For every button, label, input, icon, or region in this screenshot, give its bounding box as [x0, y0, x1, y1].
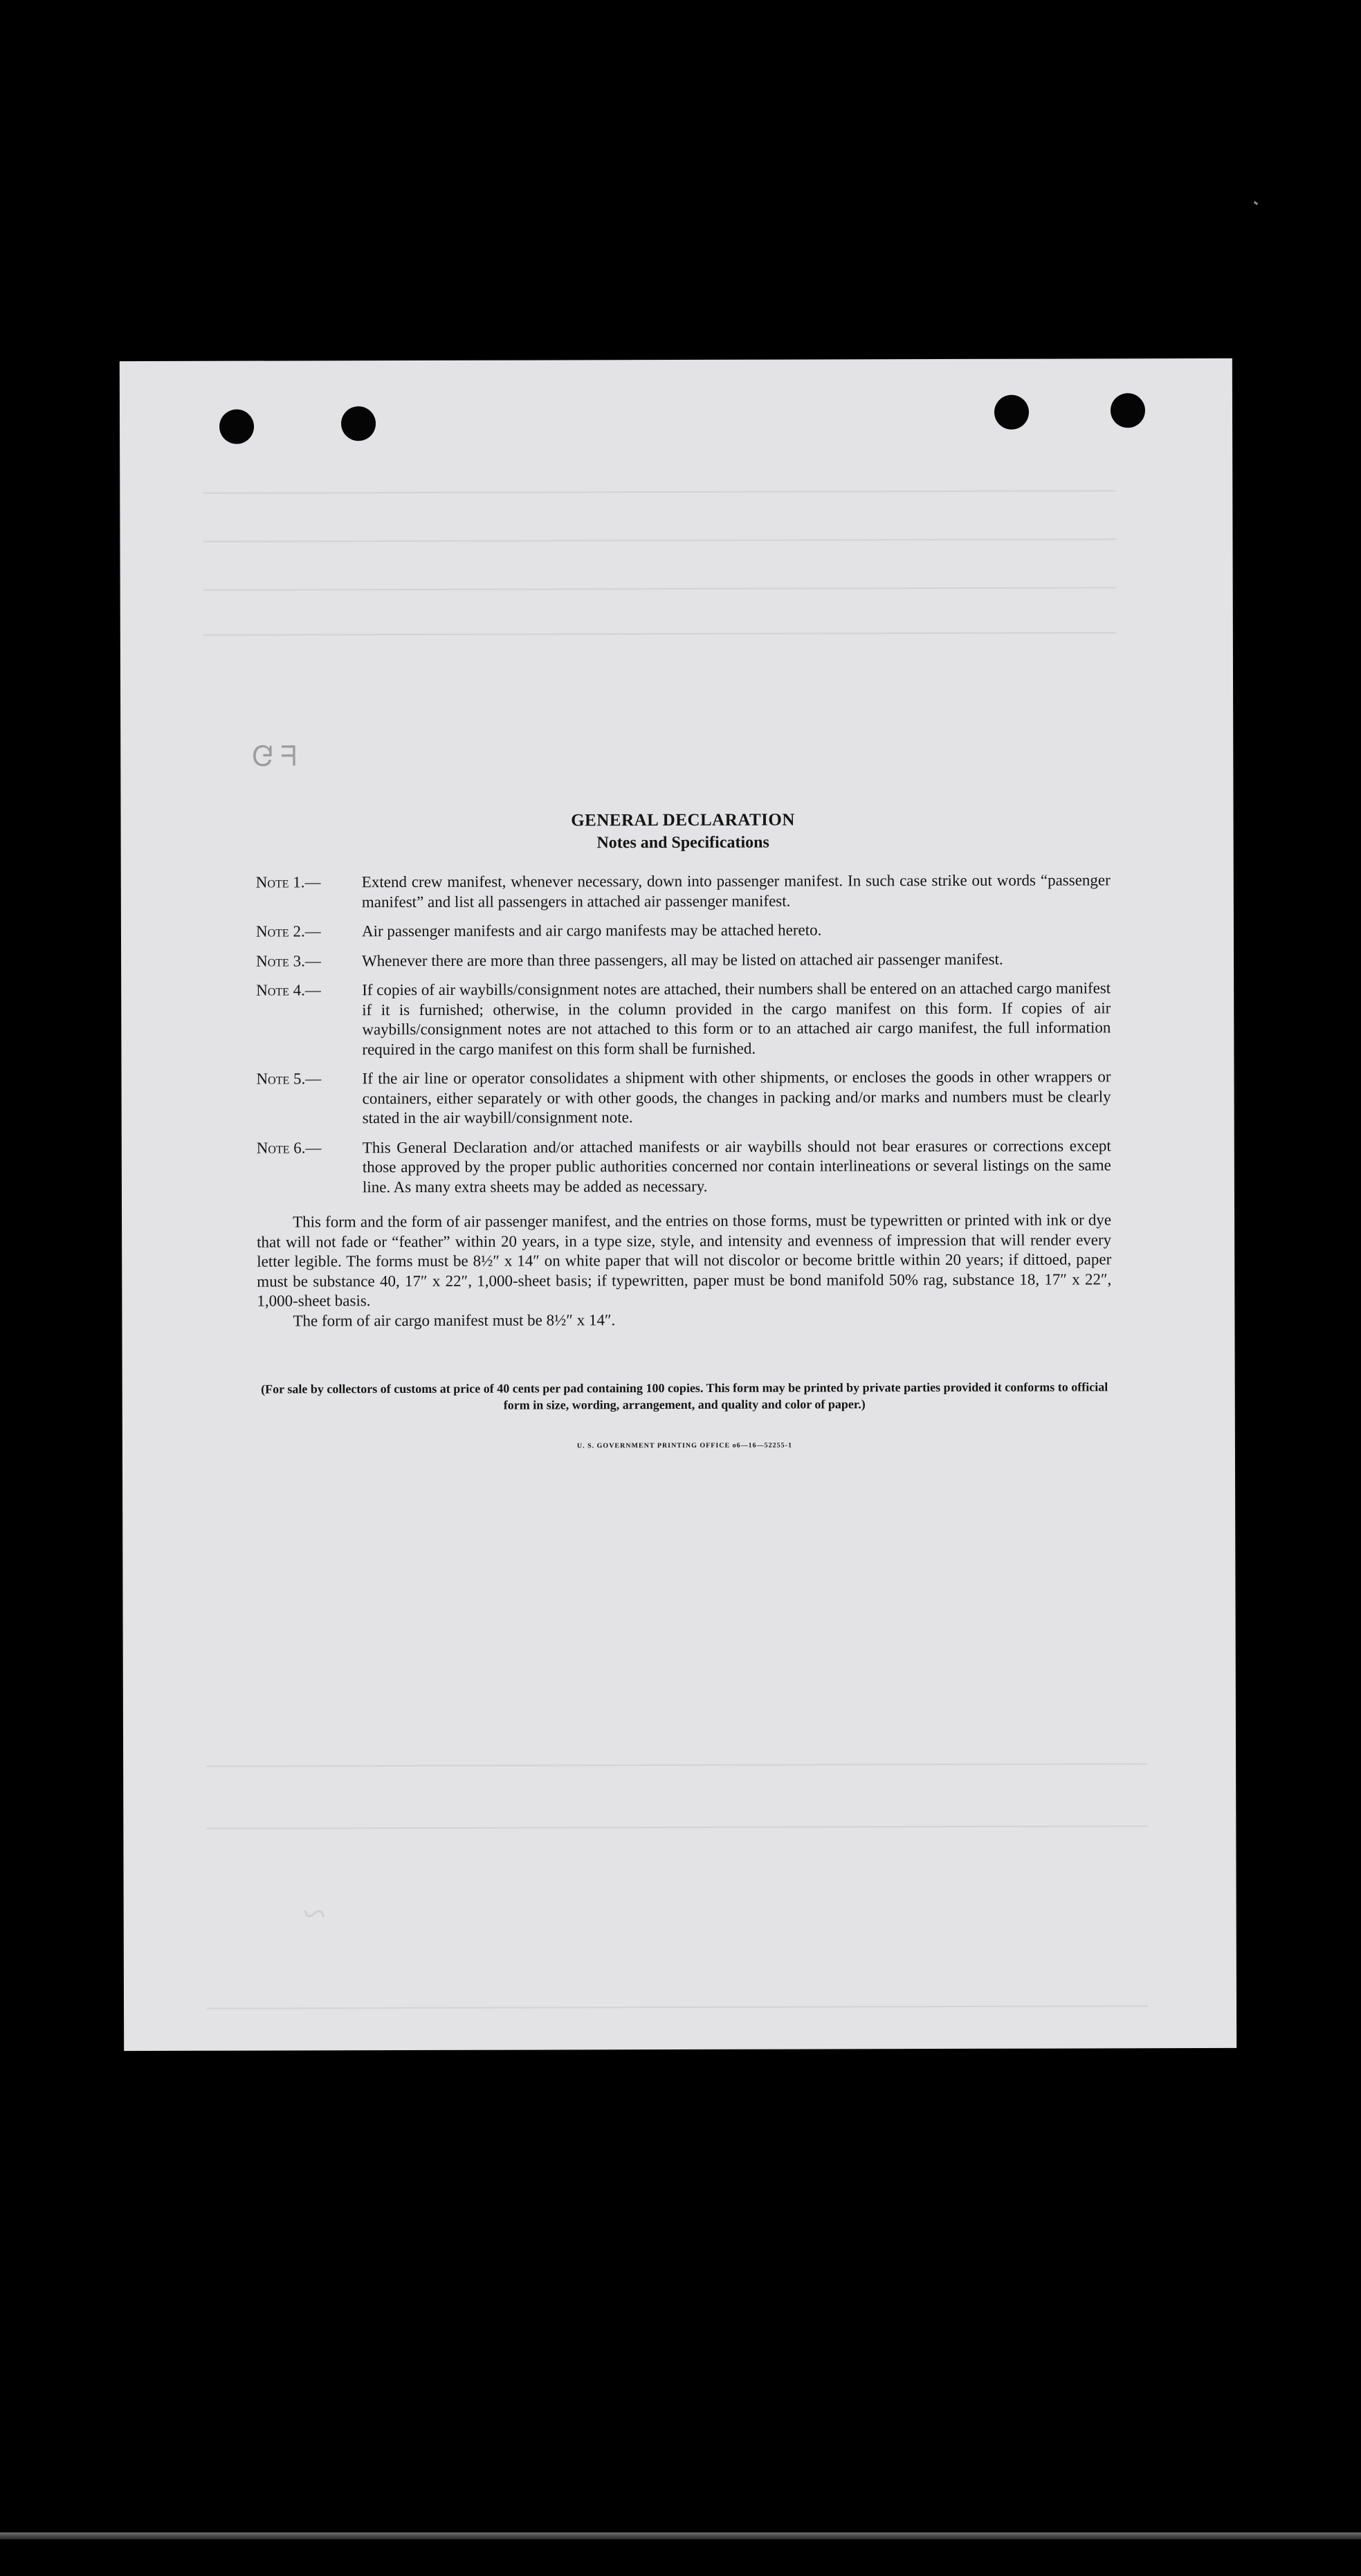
bleed-through-rule: [203, 587, 1117, 590]
dust-speck: [1254, 201, 1259, 205]
note-label: Note 2.—: [255, 922, 321, 940]
punch-hole-icon: [341, 406, 376, 441]
printing-office-imprint: U. S. GOVERNMENT PRINTING OFFICE o6—16—52255-1: [576, 1441, 792, 1450]
cargo-manifest-size-line: The form of air cargo manifest must be 8½″ x 14″.: [293, 1310, 616, 1329]
specification-paragraph: This form and the form of air passenger manifest, and the entries on those forms, must be typewritten or printed with ink or dye that will not fade or “feather” within 20 years, in a type size, style, and intensity and evenness of impression that will render every letter legible. The forms must be 8½″ x 14″ on white paper that will not discolor or become brittle within 20 years; if dittoed, paper must be substance 40, 17″ x 22″, 1,000-sheet basis; if typewritten, paper must be bond manifold 50% rag, substance 18, 17″ x 22″, 1,000-sheet basis.: [257, 1211, 1112, 1310]
scanner-edge-strip: [0, 2532, 1361, 2539]
notes-section: [256, 808, 1112, 1457]
note-text: Extend crew manifest, whenever necessary, down into passenger manifest. In such case strike out words “passenger manifest” and list all passengers in attached air passenger manifest.: [361, 871, 1111, 911]
punch-hole-icon: [219, 410, 254, 444]
bleed-through-rule: [206, 1763, 1147, 1767]
punch-hole-icon: [1111, 393, 1145, 428]
note-text: Air passenger manifests and air cargo manifests may be attached hereto.: [361, 921, 822, 940]
page-title: GENERAL DECLARATION: [571, 810, 795, 830]
note-item: [257, 1136, 1111, 1198]
note-text: This General Declaration and/or attached manifests or air waybills should not bear erasures or corrections except those approved by the proper public authorities concerned nor contain interlineations or several listings on the same line. As many extra sheets may be added as necessary.: [362, 1136, 1111, 1196]
note-text: If the air line or operator consolidates a shipment with other shipments, or encloses the goods in other wrappers or containers, either separately or with other goods, the changes in packing and/or marks and numbers must be clearly stated in the air waybill/consignment note.: [362, 1068, 1111, 1127]
bleed-through-signature-icon: ~: [303, 1890, 327, 1937]
bleed-through-rule: [203, 632, 1117, 635]
bleed-through-mark-icon: ᖴ ⅁: [252, 740, 297, 772]
note-item: [256, 978, 1111, 1059]
note-item: [256, 920, 1111, 942]
page-subtitle: Notes and Specifications: [596, 833, 769, 852]
note-item: [256, 870, 1111, 912]
bleed-through-rule: [207, 2005, 1148, 2009]
note-item: [256, 1067, 1111, 1129]
note-label: Note 1.—: [255, 873, 321, 891]
sale-notice: (For sale by collectors of customs at price of 40 cents per pad containing 100 copies. This form may be printed by private parties provided it conforms to official form in size, wording, arrangement, and quality and color of paper.): [261, 1380, 1108, 1412]
note-label: Note 5.—: [256, 1070, 322, 1088]
bleed-through-rule: [206, 1825, 1147, 1829]
bleed-through-rule: [203, 490, 1116, 493]
note-label: Note 3.—: [256, 951, 321, 970]
note-label: Note 4.—: [256, 981, 321, 999]
note-text: If copies of air waybills/consignment notes are attached, their numbers shall be entered on an attached cargo manifest if it is furnished; otherwise, in the column provided in the cargo manifest on this form. If copies of air waybills/consignment notes are not attached to this form or to an attached air cargo manifest, the full information required in the cargo manifest on this form shall be furnished.: [362, 979, 1111, 1058]
note-label: Note 6.—: [256, 1138, 322, 1157]
note-item: [256, 949, 1111, 971]
document-page: [120, 358, 1236, 2051]
note-text: Whenever there are more than three passengers, all may be listed on attached air passenger manifest.: [362, 950, 1003, 969]
bleed-through-rule: [203, 538, 1116, 542]
punch-hole-icon: [994, 395, 1029, 430]
